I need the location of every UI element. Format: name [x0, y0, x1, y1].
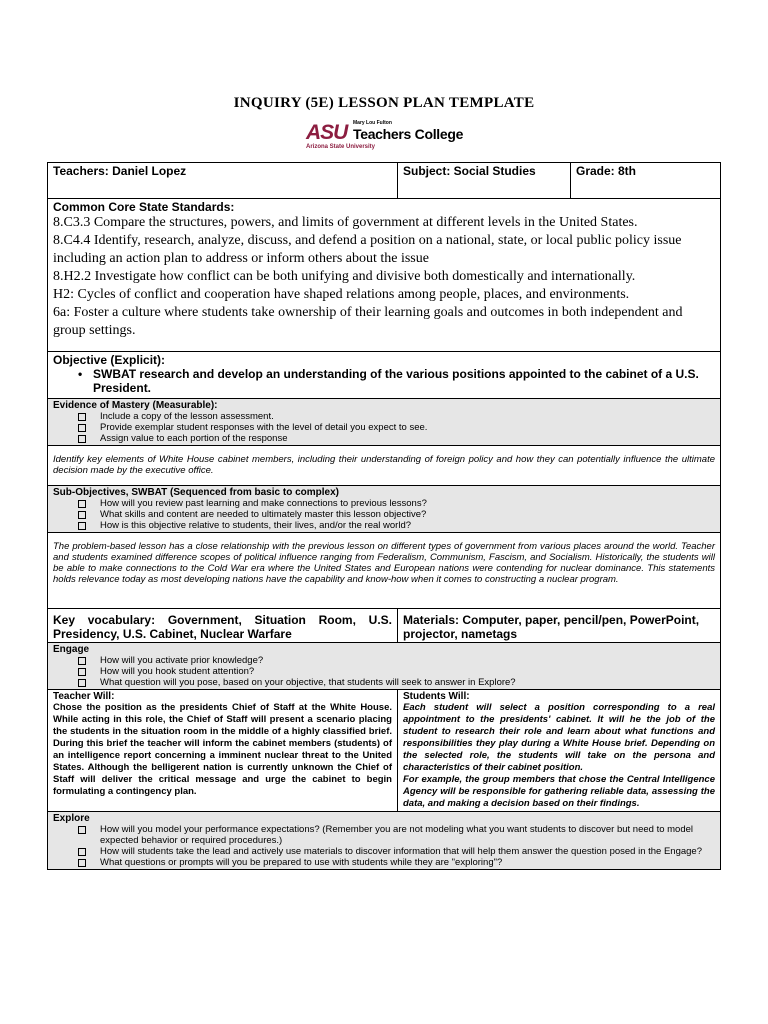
subobjectives-response: The problem-based lesson has a close relationship with the previous lesson on different types of government from various places around the world. Teacher and students examined difference scopes of political influence ranging from Federalism, Communism, Fascism, and Socialism. Historically, the students will be able to make connections to the Cold War era where the United States and European nations were contending for nuclear dominance. This statements holds relevance today as most developing nations have the capability and know-how when it comes to constructing a nuclear program.: [53, 541, 715, 585]
evidence-label: Evidence of Mastery (Measurable):: [53, 400, 218, 411]
standards-label: Common Core State Standards:: [53, 200, 235, 214]
explore-row: [48, 812, 721, 870]
checkbox-icon: [78, 522, 86, 530]
teacher-will-label: Teacher Will:: [53, 691, 115, 702]
subobjectives-response-row: [48, 533, 721, 609]
evidence-checklist: [53, 411, 715, 444]
students-will-cell: [398, 690, 721, 812]
checkbox-icon: [78, 679, 86, 687]
checklist-item: What skills and content are needed to ultimately master this lesson objective?: [78, 509, 715, 520]
students-will-example: For example, the group members that chose the Central Intelligence Agency will be responsible for gathering reliable data, assessing the data, and making a decision based on their findings.: [403, 774, 715, 809]
checklist-item: Provide exemplar student responses with the level of detail you expect to see.: [78, 422, 715, 433]
standard-line: 8.H2.2 Investigate how conflict can be both unifying and divisive both domestically and internationally.: [53, 269, 636, 284]
vocab-cell: Key vocabulary: Government, Situation Room, U.S. Presidency, U.S. Cabinet, Nuclear Warfare: [48, 609, 398, 643]
subject-cell: Subject: Social Studies: [398, 163, 571, 199]
bullet-icon: •: [78, 367, 83, 381]
objective-row: [48, 352, 721, 399]
checklist-item: What questions or prompts will you be prepared to use with students while they are "exploring"?: [78, 857, 715, 868]
evidence-response-row: [48, 446, 721, 486]
subobjectives-label: Sub-Objectives, SWBAT (Sequenced from basic to complex): [53, 487, 339, 498]
engage-label: Engage: [53, 644, 90, 655]
evidence-response: Identify key elements of White House cabinet members, including their understanding of foreign policy and how they can potentially influence the ultimate decision made by the executive office.: [53, 454, 715, 476]
checklist-item: What question will you pose, based on your objective, that students will seek to answer in Explore?: [78, 677, 715, 688]
checklist-item: How is this objective relative to students, their lives, and/or the real world?: [78, 520, 715, 531]
checkbox-icon: [78, 435, 86, 443]
lesson-plan-table: [47, 162, 721, 870]
teacher-will-cell: [48, 690, 398, 812]
checkbox-icon: [78, 413, 86, 421]
subobjectives-prompt-row: [48, 486, 721, 533]
objective-text: SWBAT research and develop an understanding of the various positions appointed to the cabinet of a U.S. President.: [93, 367, 699, 395]
standard-line: H2: Cycles of conflict and cooperation have shaped relations among people, places, and environments.: [53, 287, 630, 302]
vocab-materials-row: [48, 609, 721, 643]
grade-cell: Grade: 8th: [571, 163, 721, 199]
standards-row: [48, 199, 721, 352]
checkbox-icon: [78, 826, 86, 834]
explore-checklist: [53, 824, 715, 868]
logo-university-text: Arizona State University: [306, 144, 376, 150]
header-row: [48, 163, 721, 199]
checklist-item: How will you activate prior knowledge?: [78, 655, 715, 666]
checklist-item: Assign value to each portion of the response: [78, 433, 715, 444]
standard-line: 8.C4.4 Identify, research, analyze, discuss, and defend a position on a national, state, or local public policy issue including an action plan to address or inform others about the issue: [53, 233, 682, 266]
checklist-item: How will you hook student attention?: [78, 666, 715, 677]
materials-cell: Materials: Computer, paper, pencil/pen, PowerPoint, projector, nametags: [398, 609, 721, 643]
checkbox-icon: [78, 511, 86, 519]
checklist-item: How will students take the lead and actively use materials to discover information that will help them answer the question posed in the Engage?: [78, 846, 715, 857]
checklist-item: How will you model your performance expectations? (Remember you are not modeling what you want students to discover but need to model expected behavior or required procedures.): [78, 824, 715, 846]
checkbox-icon: [78, 848, 86, 856]
logo-asu-mark: ASU: [306, 121, 348, 144]
standard-line: 6a: Foster a culture where students take ownership of their learning goals and outcomes in both independent and group settings.: [53, 305, 683, 338]
asu-teachers-college-logo: [306, 118, 466, 154]
objective-label: Objective (Explicit):: [53, 353, 166, 367]
standard-line: 8.C3.3 Compare the structures, powers, and limits of government at different levels in the United States.: [53, 215, 638, 230]
logo-college-text: Teachers College: [353, 126, 464, 142]
checkbox-icon: [78, 657, 86, 665]
subobjectives-checklist: [53, 498, 715, 531]
teacher-student-row: [48, 690, 721, 812]
teachers-cell: Teachers: Daniel Lopez: [48, 163, 398, 199]
page-title: INQUIRY (5E) LESSON PLAN TEMPLATE: [233, 95, 535, 111]
checklist-item: How will you review past learning and make connections to previous lessons?: [78, 498, 715, 509]
engage-row: [48, 643, 721, 690]
teacher-will-text: Chose the position as the presidents Chief of Staff at the White House. While acting in this role, the Chief of Staff will present a scenario placing the students in the situation room in the middle of a highly classified brief. During this brief the teacher will inform the cabinet members (students) of an intelligence report concerning a imminent nuclear threat to the United States. Although the belligerent nation is currently unknown the Chief of Staff will deliver the critical message and urge the cabinet to begin formulating a contingency plan.: [53, 702, 392, 797]
checkbox-icon: [78, 424, 86, 432]
checkbox-icon: [78, 500, 86, 508]
checkbox-icon: [78, 859, 86, 867]
checklist-item: Include a copy of the lesson assessment.: [78, 411, 715, 422]
logo-small-text: Mary Lou Fulton: [353, 120, 392, 126]
checkbox-icon: [78, 668, 86, 676]
engage-checklist: [53, 655, 715, 688]
students-will-label: Students Will:: [403, 691, 470, 702]
evidence-prompt-row: [48, 399, 721, 446]
objective-bullet: [53, 367, 715, 395]
explore-label: Explore: [53, 813, 90, 824]
students-will-text: Each student will select a position corresponding to a real appointment to the presidents' cabinet. It will he the job of the student to research their role and learn about what functions and responsibilities they play during a White House brief. Depending on the selected role, the students will take on the persona and characteristics of their cabinet position.: [403, 702, 715, 773]
